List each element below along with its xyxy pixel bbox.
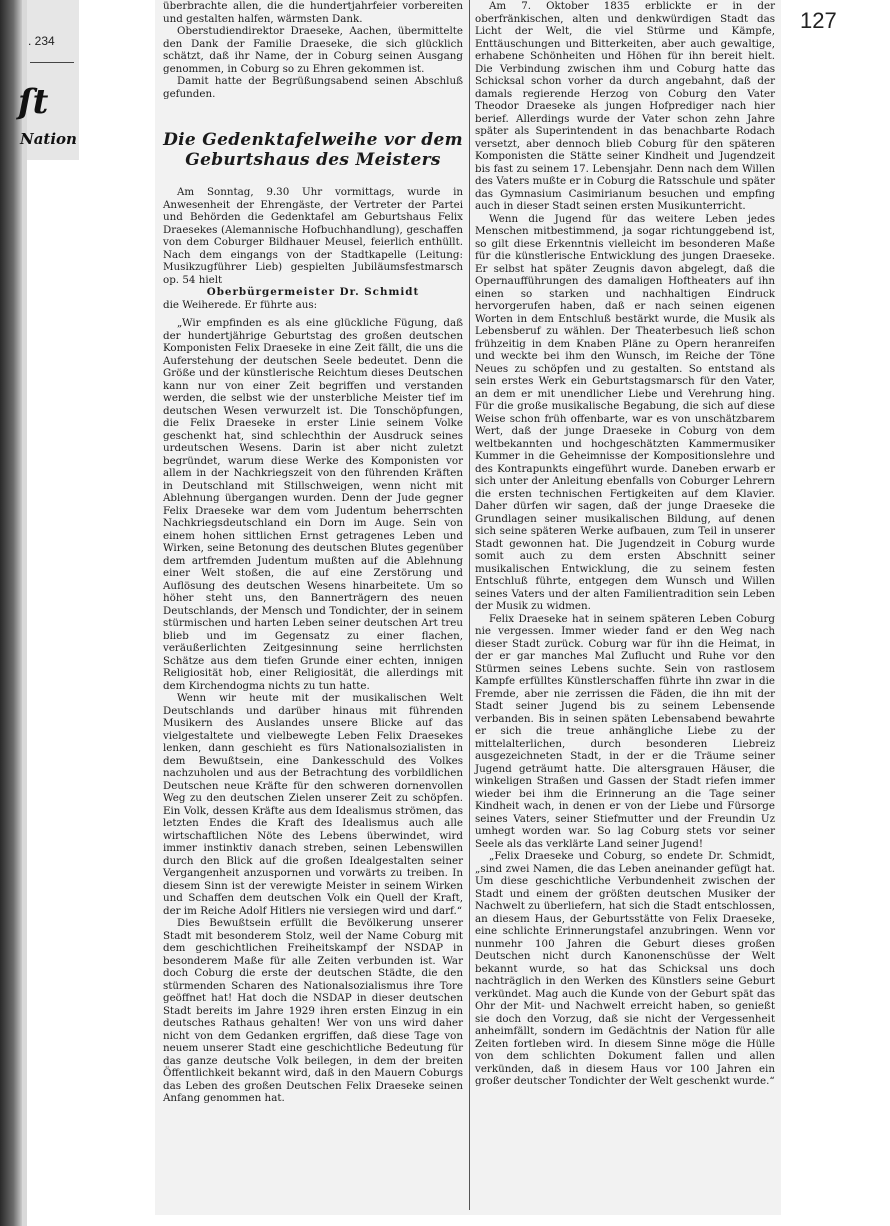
column-divider bbox=[469, 0, 470, 1210]
article-paragraph: Felix Draeseke hat in seinem späteren Leben Coburg nie vergessen. Immer wieder fand er den Weg nach dieser Stadt zurück. Coburg war für ihn die Heimat, in der er gar manches Mal Zuflucht und Ruhe vor den Stürmen seines Lebens suchte. Sein von rastlosem Kampfe erfülltes Künstlerschaffen führte ihn zwar in die Fremde, aber nie zerrissen die Fäden, die ihn mit der Stadt seiner Jugend bis zu seinem Lebensende verbanden. Bis in seinen späten Lebensabend bewahrte er sich die treue anhängliche Liebe zu der mittelalterlichen, durch besonderen Liebreiz ausgezeichneten Stadt, in der er die Träume seiner Jugend geträumt hatte. Die altersgrauen Häuser, die winkeligen Straßen und Gassen der Stadt riefen immer wieder bei ihm die Erinnerung an die Tage seiner Kindheit wach, in denen er von der Liebe und Fürsorge seines Vaters, seiner Stiefmutter und der Freundin Uz umhegt worden war. So lag Coburg stets vor seiner Seele als das verklärte Land seiner Jugend! bbox=[475, 612, 775, 850]
left-column bbox=[163, 0, 463, 1105]
page-number-rule bbox=[30, 62, 74, 63]
archive-number: 127 bbox=[800, 8, 837, 33]
article-paragraph: Am Sonntag, 9.30 Uhr vormittags, wurde in Anwesenheit der Ehrengäste, der Vertreter der Partei und Behörden die Gedenktafel am Geburtshaus Felix Draesekes (Alemannische Hofbuchhandlung), geschaffen von dem Coburger Bildhauer Meusel, feierlich enthüllt. Nach dem eingangs von der Stadtkapelle (Leitung: Musikzugführer Lieb) gespielten Jubiläumsfestmarsch op. 54 hielt bbox=[163, 186, 463, 286]
article-headline: Die Gedenktafelweihe vor dem Geburtshaus des Meisters bbox=[163, 130, 463, 170]
masthead-word: Nation bbox=[20, 130, 77, 148]
intro-paragraph: Damit hatte der Begrüßungsabend seinen Abschluß gefunden. bbox=[163, 75, 463, 100]
masthead-fragment: ſt bbox=[18, 82, 49, 122]
page-number: . 234 bbox=[28, 34, 55, 48]
article-paragraph: Dies Bewußtsein erfüllt die Bevölkerung unserer Stadt mit besonderem Stolz, weil der Name Coburg mit dem geschichtlichen Freiheitskampf der NSDAP in besonderem Maße für alle Zeiten verbunden ist. War doch Coburg die erste der deutschen Städte, die den stürmenden Scharen des Nationalsozialismus ihre Tore geöffnet hat! Hat doch die NSDAP in dieser deutschen Stadt bereits im Jahre 1929 ihren ersten Einzug in ein deutsches Rathaus gehalten! Wer von uns wird daher nicht von dem Gedanken ergriffen, daß diese Tage von neuem unserer Stadt eine geschichtliche Bedeutung für das ganze deutsche Volk beilegen, in dem der breiten Öffentlichkeit bekannt wird, daß in den Mauern Coburgs das Leben des großen Deutschen Felix Draeseke seinen Anfang genommen hat. bbox=[163, 917, 463, 1104]
scan-dark-edge bbox=[0, 0, 22, 1226]
intro-paragraph: Oberstudiendirektor Draeseke, Aachen, übermittelte den Dank der Familie Draeseke, die sich glücklich schätzt, daß ihr Name, der in Coburg seinen Ausgang genommen, in Coburg so zu Ehren gekommen ist. bbox=[163, 25, 463, 75]
speech-paragraph: Wenn wir heute mit der musikalischen Welt Deutschlands und darüber hinaus mit führenden Musikern des Auslandes unsere Blicke auf das vielgestaltete und vielbewegte Leben Felix Draesekes lenken, dann geschieht es fürs Nationalsozialisten in dem Bewußtsein, eine Dankesschuld des Volkes nachzuholen und aus der Betrachtung des vorbildlichen Deutschen neue Kräfte für den schweren dornenvollen Weg zu den deutschen Zielen unserer Zeit zu schöpfen. Ein Volk, dessen Kräfte aus dem Idealismus strömen, das letzten Endes die Kraft des Idealismus auch alle wirtschaftlichen Nöte des Lebens überwindet, wird immer instinktiv danach streben, seinen Lebenswillen durch den Blick auf die großen Idealgestalten seiner Vergangenheit anzuspornen und vorwärts zu treiben. In diesem Sinn ist der verewigte Meister in seinem Wirken und Schaffen dem deutschen Volk ein Quell der Kraft, der im Reiche Adolf Hitlers nie versiegen wird und darf.“ bbox=[163, 692, 463, 917]
article-paragraph: Am 7. Oktober 1835 erblickte er in der oberfränkischen, alten und denkwürdigen Stadt das Licht der Welt, die viel Stürme und Kämpfe, Enttäuschungen und Bitterkeiten, aber auch gewaltige, erhabene Schönheiten und Höhen für ihn bereit hielt. Die Verbindung zwischen ihm und Coburg hatte das Schicksal schon vorher da durch angebahnt, daß der damals regierende Herzog von Coburg den Vater Theodor Draeseke als jungen Hofprediger nach hier berief. Allerdings wurde der Vater schon zehn Jahre später als Superintendent in das benachbarte Rodach versetzt, aber dennoch blieb Coburg für den späteren Komponisten die Stätte seiner Kindheit und Jugendzeit bis fast zu seinem 17. Lebensjahr. Denn nach dem Willen des Vaters mußte er in Coburg die Ratsschule und später das Gymnasium Casimirianum besuchen und empfing auch in dieser Stadt seinen ersten Musikunterricht. bbox=[475, 0, 776, 212]
scan-light-edge bbox=[22, 0, 27, 1226]
speaker-name: Oberbürgermeister Dr. Schmidt bbox=[206, 286, 420, 298]
speech-paragraph: „Wir empfinden es als eine glückliche Fügung, daß der hundertjährige Geburtstag des großen deutschen Komponisten Felix Draeseke in eine Zeit fällt, die uns die Auferstehung der deutschen Seele bedeutet. Denn die Größe und der künstlerische Reichtum dieses Deutschen kann nur von einer Zeit begriffen und verstanden werden, die selbst wie der unsterbliche Meister tief im deutschen Wesen verwurzelt ist. Die Tonschöpfungen, die Felix Draeseke in erster Linie seinem Volke geschenkt hat, sind schlechthin der Ausdruck seines urdeutschen Wesens. Darin ist aber nicht zuletzt begründet, warum diese Werke des Komponisten vor allem in der Nachkriegszeit von den führenden Kräften in Deutschland mit Stillschweigen, wenn nicht mit Ablehnung übergangen wurden. Denn der Jude gegner Felix Draeseke war dem vom Judentum beherrschten Nachkriegsdeutschland ein Dorn im Auge. Sein von einem hohen sittlichen Ernst getragenes Leben und Wirken, seine Betonung des deutschen Blutes gegenüber dem artfremden Judentum mußten auf die Ablehnung einer Welt stoßen, die auf eine Zerstörung und Auflösung des deutschen Wesens hinarbeitete. Um so höher steht uns, den Bannerträgern des neuen Deutschlands, der Mensch und Tondichter, der in seinem stürmischen und harten Leben seiner deutschen Art treu blieb und im Gegensatz zu einer flachen, veräußerlichten Zeitgesinnung seine herrlichsten Schätze aus dem tiefen Grunde einer echten, innigen Religiosität hob, einer Religiosität, die allerdings mit dem Kirchendogma nichts zu tun hatte. bbox=[163, 317, 463, 692]
speaker-intro: die Weiherede. Er führte aus: bbox=[163, 298, 318, 311]
article-paragraph: „Felix Draeseke und Coburg, so endete Dr. Schmidt, „sind zwei Namen, die das Leben aneinander gefügt hat. Um diese geschichtliche Verbundenheit zwischen der Stadt und einem der größten deutschen Musiker der Nachwelt zu überliefern, hat sich die Stadt entschlossen, an diesem Haus, der Geburtsstätte von Felix Draeseke, eine schlichte Erinnerungstafel anzubringen. Wenn vor nunmehr 100 Jahren die Geburt dieses großen Deutschen nicht durch Kanonenschüsse der Welt bekannt wurde, so hat das Schicksal uns doch nachträglich in den Werken des Künstlers seine Geburt verkündet. Mag auch die Kunde von der Geburt spät das Ohr der Mit- und Nachwelt erreicht haben, so genießt sie doch den Vorzug, daß sie nicht der Vergessenheit anheimfällt, sondern im Gedächtnis der Nation für alle Zeiten fortleben wird. In diesem Sinne möge die Hülle von dem schlichten Dokument fallen und allen verkünden, daß in diesem Haus vor 100 Jahren ein großer deutscher Tondichter der Welt geschenkt wurde.“ bbox=[475, 850, 775, 1087]
intro-paragraph: überbrachte allen, die die hundertjahrfeier vorbereiten und gestalten halfen, wärmsten Dank. bbox=[163, 0, 463, 25]
right-column bbox=[475, 0, 775, 1088]
article-paragraph: Wenn die Jugend für das weitere Leben jedes Menschen mitbestimmend, ja sogar richtunggebend ist, so gilt diese Erkenntnis vielleicht im besonderen Maße für die künstlerische Entwicklung des jungen Draeseke. Er selbst hat später Zeugnis davon abgelegt, daß die Opernaufführungen des damaligen Hoftheaters auf ihn einen so starken und nachhaltigen Eindruck hervorgerufen haben, daß er nach seinen eigenen Worten in dem Entschluß bestärkt wurde, die Musik als Lebensberuf zu wählen. Der Theaterbesuch ließ schon frühzeitig in dem Knaben Pläne zu Opern heranreifen und weckte bei ihm den Wunsch, im Reiche der Töne Neues zu schöpfen und zu gestalten. So entstand als sein erstes Werk ein Geburtstagsmarsch für den Vater, an dem er mit unendlicher Liebe und Verehrung hing. Für die große musikalische Begabung, die sich auf diese Weise schon früh offenbarte, war es von unschätzbarem Wert, daß der junge Draeseke in Coburg von dem weltbekannten und hochgeschätzten Kammermusiker Kummer in die Geheimnisse der Kompositionslehre und des Kontrapunkts eingeführt wurde. Daneben erwarb er sich unter der Anleitung ebenfalls von Coburger Lehrern die ersten technischen Fertigkeiten auf dem Klavier. Daher dürfen wir sagen, daß der junge Draeseke die Grundlagen seiner musikalischen Bildung, auf denen sich seine späteren Werke aufbauen, zum Teil in unserer Stadt gewonnen hat. Die Jugendzeit in Coburg wurde somit auch zu dem ersten Abschnitt seiner musikalischen Entwicklung, die zu seinem festen Entschluß führte, entgegen dem Wunsch und Willen seines Vaters und der alten Familientradition sein Leben der Musik zu widmen. bbox=[475, 212, 775, 612]
